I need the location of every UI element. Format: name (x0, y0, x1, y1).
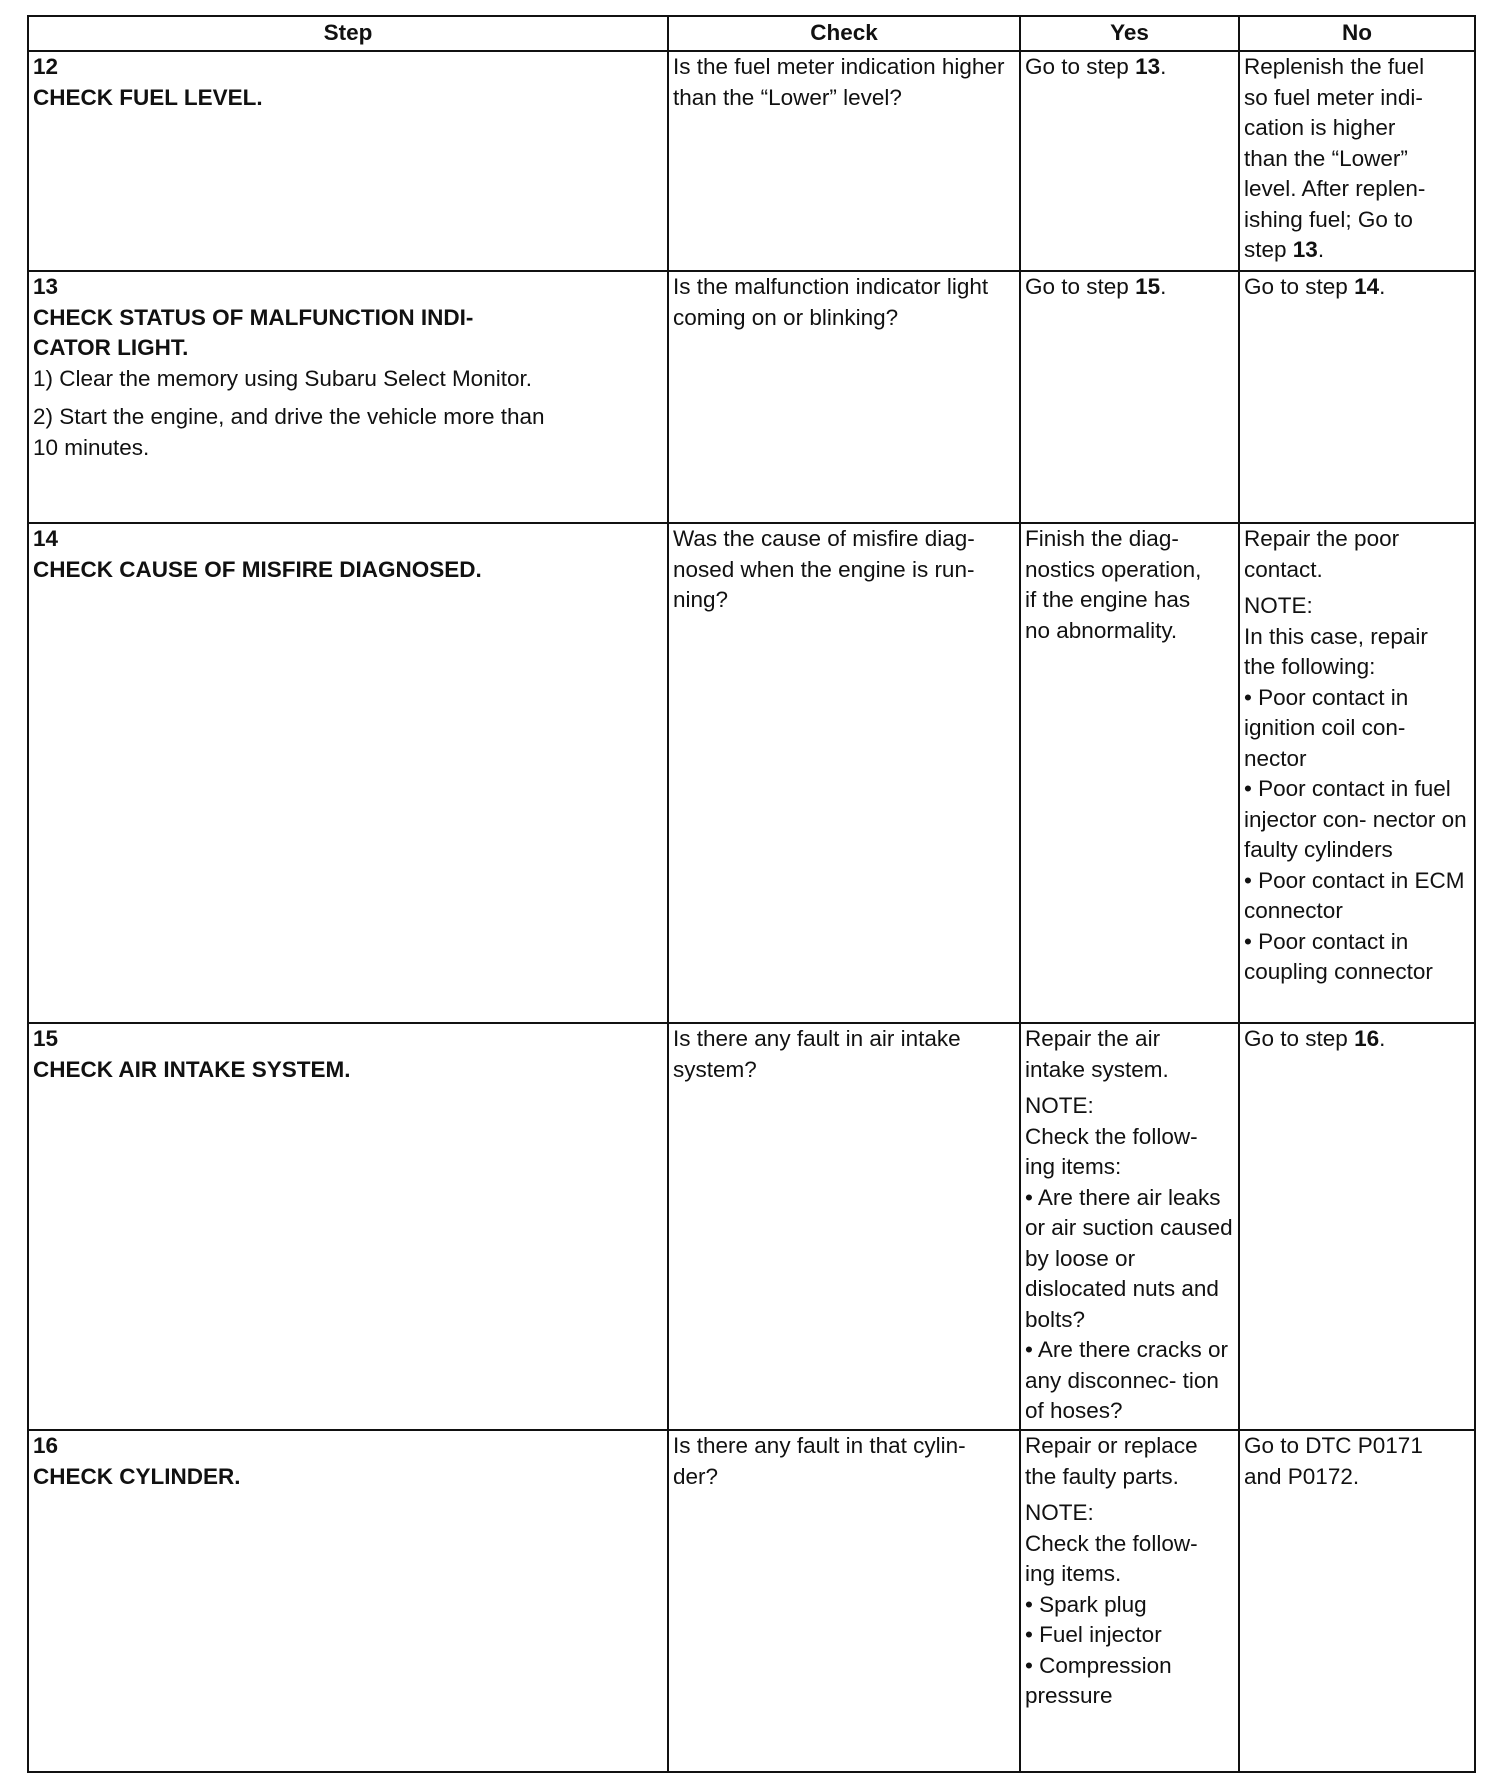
step-title: CHECK STATUS OF MALFUNCTION INDI- (33, 304, 474, 330)
step-cell (28, 1023, 668, 1430)
check-cell: Is there any fault in air intake system? (668, 1023, 1020, 1430)
step-cell (28, 1430, 668, 1772)
check-text: Is the fuel meter indication higher than the “Lower” level? (673, 54, 1005, 110)
check-cell: Is there any fault in that cylin- der? (668, 1430, 1020, 1772)
no-cell: Repair the poor contact. NOTE: In this case, repair the following: • Poor contact in ignition coil con- nector • Poor contact in fuel injector con- nector on faulty cylinders • Poor contact in ECM connector • Poor contact in coupling connector (1239, 523, 1475, 1023)
step-title: CHECK AIR INTAKE SYSTEM. (33, 1056, 351, 1082)
step-title-continued: CATOR LIGHT. (33, 335, 189, 360)
bullet-item: • Fuel injector (1025, 1622, 1162, 1647)
step-title: CHECK CAUSE OF MISFIRE DIAGNOSED. (33, 556, 482, 582)
note-label: NOTE: (1025, 1500, 1094, 1525)
check-cell (668, 51, 1020, 271)
bullet-item: • Are there cracks or any disconnec- tion of hoses? (1025, 1337, 1228, 1423)
step-reference: 14 (1354, 274, 1380, 299)
step-reference: 15 (1135, 274, 1161, 299)
step-title: CHECK CYLINDER. (33, 1463, 241, 1489)
yes-cell: Repair the air intake system. NOTE: Check the follow- ing items: • Are there air leaks or air suction caused by loose or dislocated nuts and bolts? • Are there cracks or any disconnec- tion of hoses? (1020, 1023, 1239, 1430)
table-row (28, 271, 1475, 523)
step-reference: 16 (1354, 1026, 1380, 1051)
bullet-item: • Are there air leaks or air suction caused by loose or dislocated nuts and bolts? (1025, 1184, 1233, 1332)
note-label: NOTE: (1025, 1093, 1094, 1118)
header-check: Check (668, 16, 1020, 51)
no-cell: Replenish the fuel so fuel meter indi- cation is higher than the “Lower” level. After replen- ishing fuel; Go to step 13. (1239, 51, 1475, 271)
step-reference: 13 (1292, 237, 1318, 262)
step-instruction: 1) Clear the memory using Subaru Select Monitor. (33, 365, 532, 391)
step-instruction: 2) Start the engine, and drive the vehicle more than 10 minutes. (33, 404, 545, 460)
no-cell: Go to step 16. (1239, 1023, 1475, 1430)
bullet-item: • Compression pressure (1025, 1652, 1172, 1708)
step-title: CHECK FUEL LEVEL. (33, 84, 263, 110)
note-label: NOTE: (1244, 593, 1313, 618)
yes-cell: Go to step 15. (1020, 271, 1239, 523)
header-no: No (1239, 16, 1475, 51)
step-number: 16 (33, 1433, 59, 1458)
bullet-item: • Spark plug (1025, 1591, 1147, 1617)
check-cell: Was the cause of misfire diag- nosed when the engine is run- ning? (668, 523, 1020, 1023)
table-row (28, 1023, 1475, 1430)
yes-cell: Finish the diag- nostics operation, if the engine has no abnormality. (1020, 523, 1239, 1023)
no-cell: Go to DTC P0171 and P0172. (1239, 1430, 1475, 1772)
step-reference: 13 (1135, 54, 1161, 79)
step-number: 13 (33, 274, 59, 299)
check-cell (668, 271, 1020, 523)
step-number: 12 (33, 54, 59, 79)
bullet-item: • Poor contact in coupling connector (1244, 928, 1433, 984)
bullet-item: • Poor contact in fuel injector con- nector on faulty cylinders (1244, 776, 1467, 862)
step-cell (28, 51, 668, 271)
table-header-row (28, 16, 1475, 51)
yes-cell: Go to step 13. (1020, 51, 1239, 271)
bullet-item: • Poor contact in ECM connector (1244, 867, 1465, 923)
check-text: Is the malfunction indicator light coming on or blinking? (673, 274, 989, 330)
no-cell: Go to step 14. (1239, 271, 1475, 523)
bullet-item: • Poor contact in ignition coil con- nector (1244, 684, 1409, 771)
step-number: 14 (33, 526, 59, 551)
header-yes: Yes (1020, 16, 1239, 51)
diagnostic-table (27, 15, 1476, 1773)
table-row (28, 51, 1475, 271)
diagnostic-procedure-document (27, 15, 1474, 1773)
table-row (28, 1430, 1475, 1772)
step-cell (28, 271, 668, 523)
step-number: 15 (33, 1026, 59, 1051)
yes-cell: Repair or replace the faulty parts. NOTE: Check the follow- ing items. • Spark plug • Fuel injector • Compression pressure (1020, 1430, 1239, 1772)
table-row (28, 523, 1475, 1023)
step-cell (28, 523, 668, 1023)
header-step: Step (28, 16, 668, 51)
